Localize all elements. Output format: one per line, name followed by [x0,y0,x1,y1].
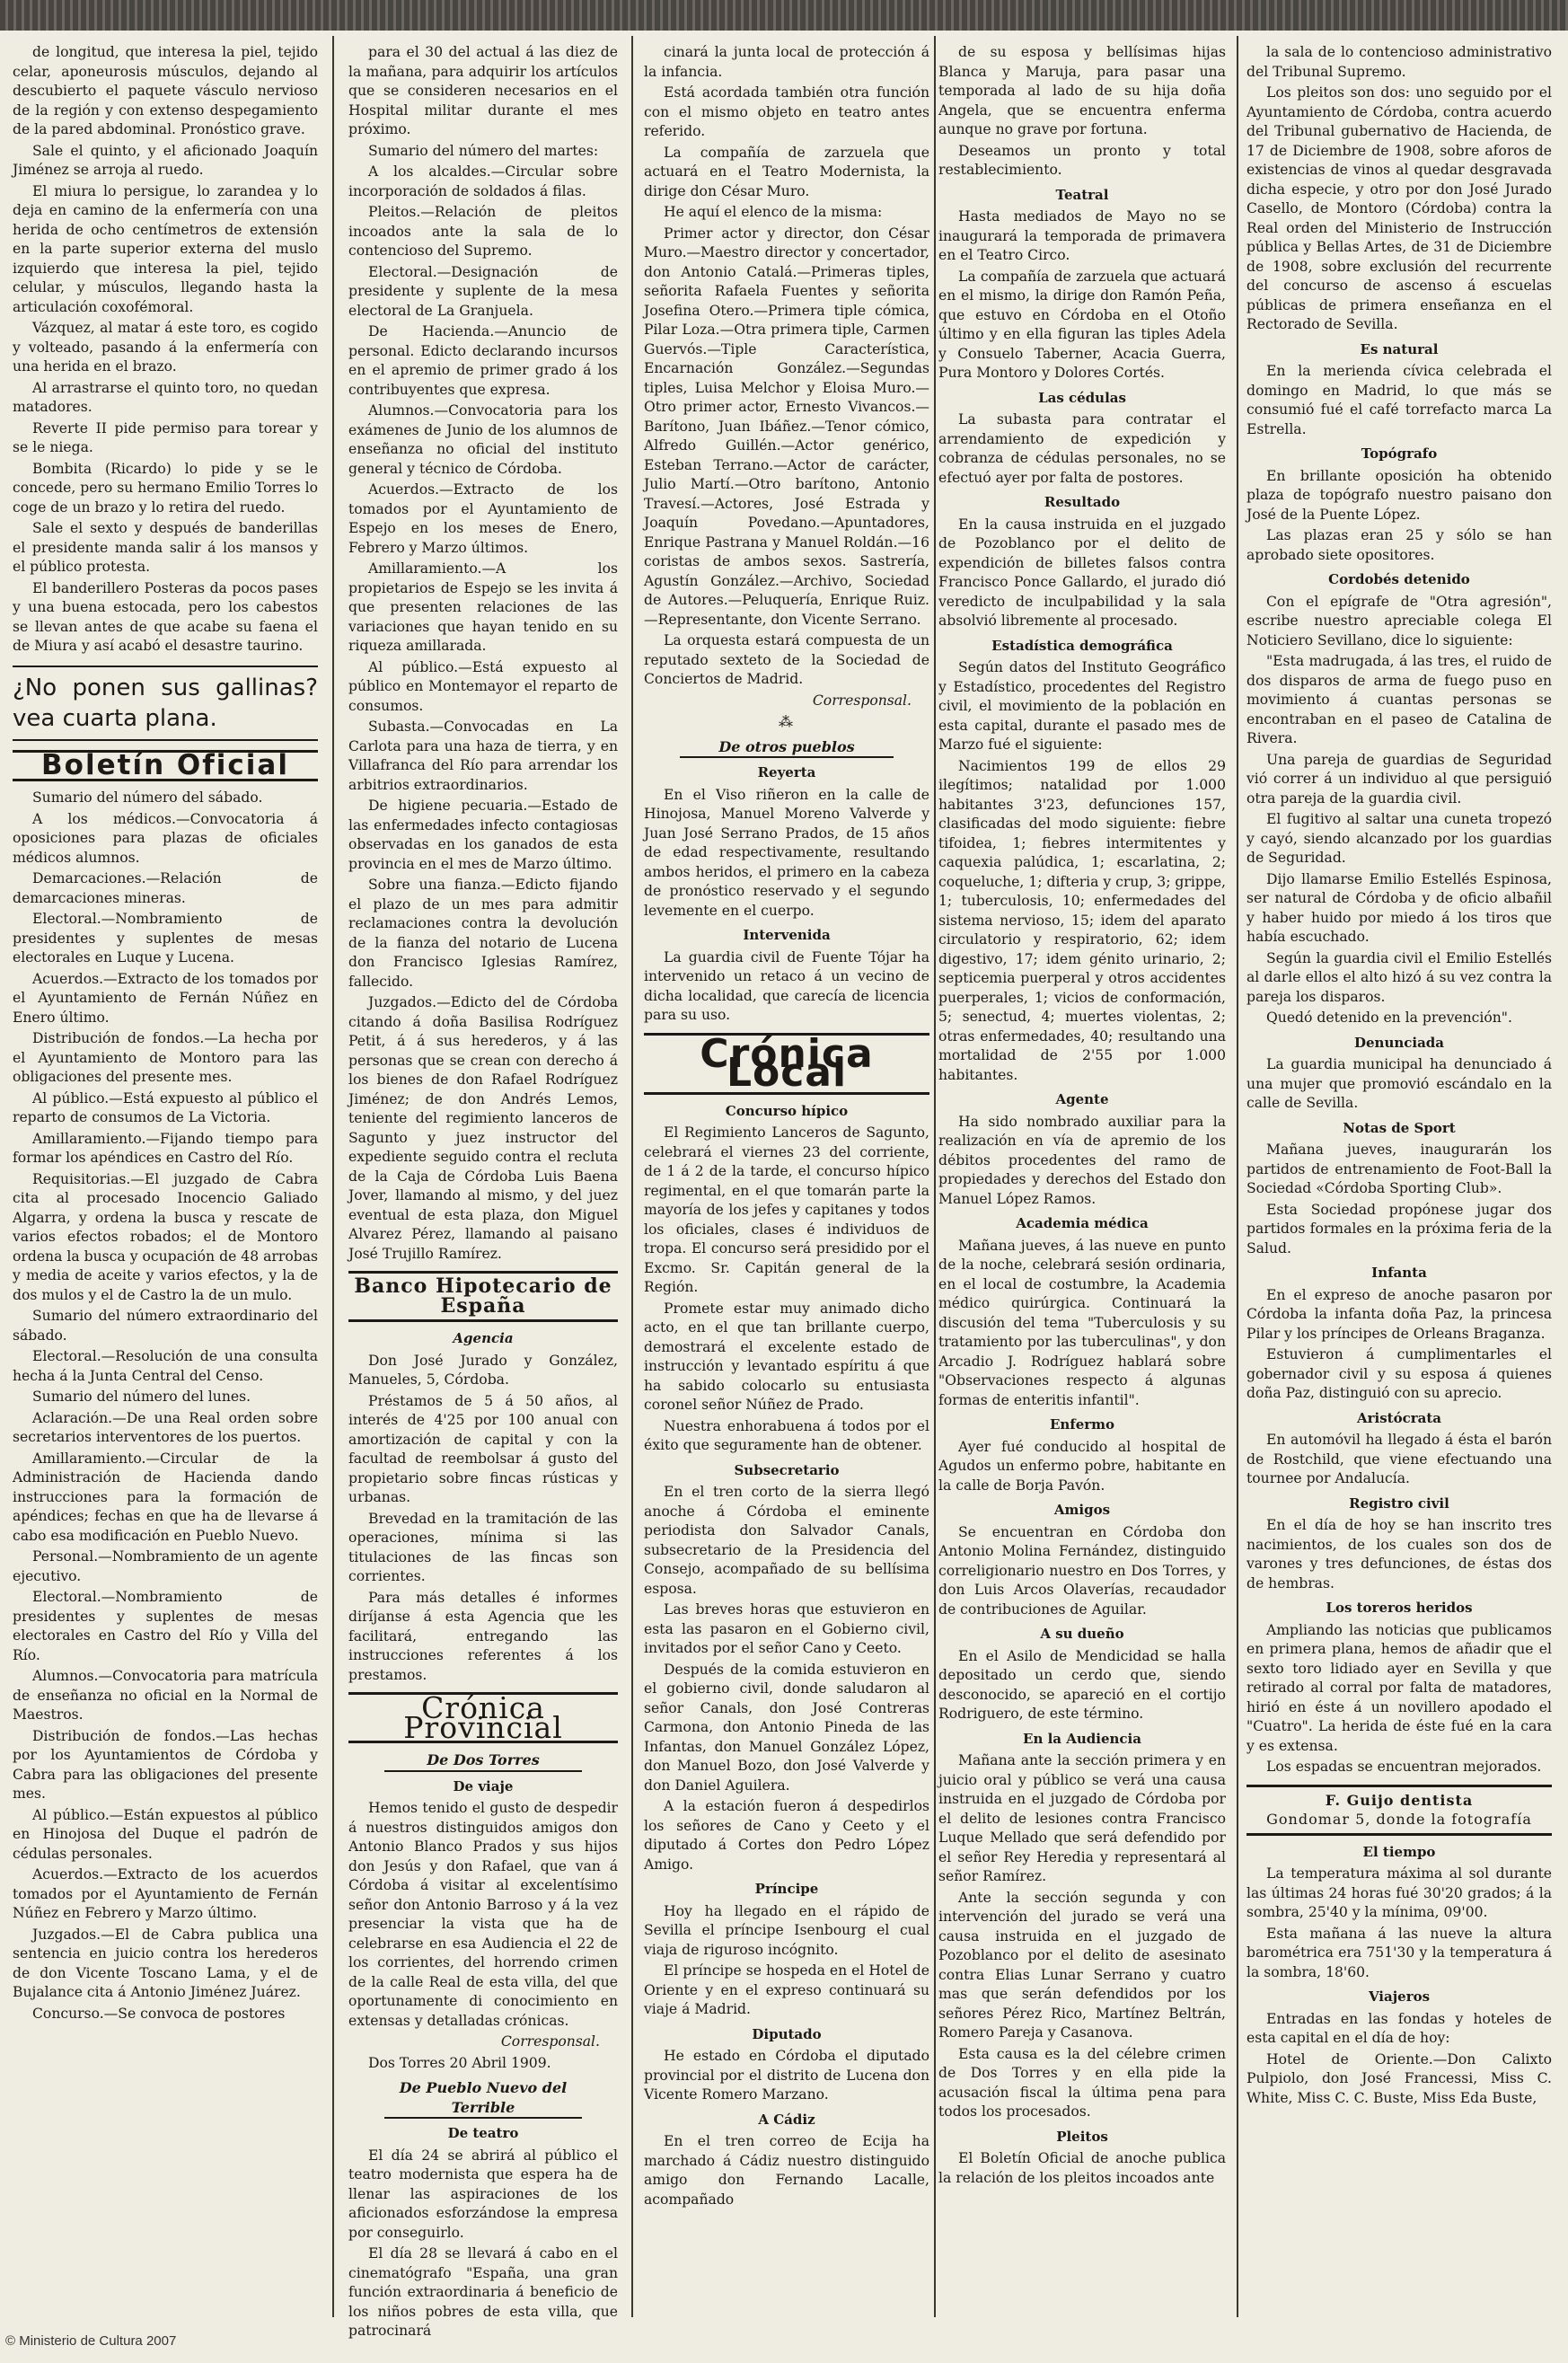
paragraph: El príncipe se hospeda en el Hotel de Oriente y en el expreso continuará su viaje á Madrid. [644,1962,929,2017]
column-rule [631,36,633,2317]
paragraph: "Esta madrugada, á las tres, el ruido de dos disparos de arma de fuego puso en movimiento á cuantas personas se encontraban en el paseo de Catalina de Rivera. [1246,653,1552,746]
aristocrata-heading: Aristócrata [1356,1409,1442,1426]
separator-stars [644,712,929,732]
boletin-item: Personal.—Nombramiento de un agente ejecutivo. [13,1548,318,1584]
boletin-item: Al público.—Están expuestos al público en Hinojosa del Duque el padrón de cédulas personales. [13,1806,318,1862]
boletin-item: Juzgados.—Edicto del de Córdoba citando á doña Basilisa Rodríguez Petit, á á sus herederos, y á las personas que se crean con derecho á los bienes de don Rafael Rodríguez Jiménez; de don Andrés Lemos, teniente del regimiento lanceros de Sagunto y juez instructor del expediente seguido contra el recluta de la Caja de Córdoba Luis Baena Jover, llamando al mismo, y del juez eventual de esta plaza, don Miguel Alvarez Pérez, llamando al paisano José Trujillo Ramírez. [348,994,618,1262]
paragraph: A la estación fueron á despedirlos los señores de Cano y Ceeto y el diputado á Cortes don Pedro López Amigo. [644,1798,929,1873]
boletin-item: Subasta.—Convocadas en La Carlota para una haza de tierra, y en Villafranca del Río para arrendar los arbitrios extraordinarios. [348,719,618,793]
denunciada-body: La guardia municipal ha denunciado á una mujer que promovió escándalo en la calle de Sevilla. [1246,1056,1552,1111]
boletin-item: Distribución de fondos.—Las hechas por los Ayuntamientos de Córdoba y Cabra para las obligaciones del presente mes. [13,1727,318,1802]
paragraph: Hoy ha llegado en el rápido de Sevilla el príncipe Isenbourg el cual viaja de riguroso incógnito. [644,1902,929,1958]
principe-body [644,1902,929,2020]
boletin-item: Electoral.—Nombramiento de presidentes y suplentes de mesas electorales en Castro del Río y Villa del Río. [13,1589,318,1663]
boletin-item: A los médicos.—Convocatoria á oposiciones para plazas de oficiales médicos alumnos. [13,810,318,866]
article-toros [13,43,318,657]
masthead-band [0,0,1568,31]
de-otros-pueblos-heading: De otros pueblos [680,737,894,759]
boletin-item: Distribución de fondos.—La hecha por el Ayuntamiento de Montoro para las obligaciones del presente mes. [13,1030,318,1085]
boletin-item: De Hacienda.—Anuncio de personal. Edicto declarando incursos en el apremio de primer grado á los contribuyentes que expresa. [348,323,618,398]
paragraph: Sale el quinto, y el aficionado Joaquín Jiménez se arroja al ruedo. [13,142,318,178]
paragraph: Primer actor y director, don César Muro.—Maestro director y concertador, don Antonio Catalá.—Primeras tiples, señorita Rafaela Fuentes y señorita Josefina Otero.—Primera tiple cómica, Pilar Loza.—Otra primera tiple, Carmen Guervós.—Tiple Característica, Encarnación González.—Segundas tiples, Luisa Melchor y Eloisa Muro.—Otro primer actor, Ernesto Vivancos.—Barítono, Juan Ibáñez.—Tenor cómico, Alfredo Guillén.—Actor genérico, Esteban Terrano.—Actor de carácter, Julio Martí.—Otro barítono, Antonio Travesí.—Actores, José Estrada y Joaquín Povedano.—Apuntadores, Enrique Pastrana y Manuel Roldán.—16 coristas de ambos sexos. Sastrería, Agustín González.—Archivo, Sociedad de Autores.—Peluquería, Enrique Ruiz.—Representante, don Vicente Serrano. [644,225,929,628]
paragraph: En el expreso de anoche pasaron por Córdoba la infanta doña Paz, la princesa Pilar y los príncipes de Orleans Braganza. [1246,1286,1552,1342]
diputado-body: He estado en Córdoba el diputado provincial por el distrito de Lucena don Vicente Romero Marzano. [644,2048,929,2103]
agencia-heading: Agencia [453,1330,514,1346]
paragraph: El día 28 se llevará á cabo en el cinematógrafo "España, una gran función extraordinaria á beneficio de los niños pobres de esta villa, que patrocinará [348,2245,618,2339]
boletin-item: De higiene pecuaria.—Estado de las enfermedades infecto contagiosas observadas en los ganados de esta provincia en el mes de Marzo último. [348,798,618,872]
guijo-name: F. Guijo dentista [1325,1791,1474,1809]
intervenida-body: La guardia civil de Fuente Tójar ha intervenido un retaco á un vecino de dicha localidad, que carecía de licencia para su uso. [644,948,929,1023]
sport-heading: Notas de Sport [1343,1119,1456,1136]
pleitos-continued [1246,43,1552,335]
boletin-item: Electoral.—Designación de presidente y suplente de la mesa electoral de La Granjuela. [348,263,618,319]
paragraph: Las plazas eran 25 y sólo se han aprobado siete opositores. [1246,527,1552,563]
column-rule [1237,36,1238,2317]
toreros-heading: Los toreros heridos [1326,1600,1473,1616]
paragraph: Hasta mediados de Mayo no se inaugurará la temporada de primavera en el Teatro Circo. [938,208,1226,263]
paragraph: Está acordada también otra función con el mismo objeto en teatro antes referido. [644,84,929,139]
boletin-item: Pleitos.—Relación de pleitos incoados ante la sala de lo contencioso del Supremo. [348,204,618,259]
registro-body: En el día de hoy se han inscrito tres nacimientos, de los cuales son dos de varones y tres defunciones, de éstas dos de hembras. [1246,1517,1552,1591]
paragraph: La orquesta estará compuesta de un reputado sexteto de la Sociedad de Conciertos de Madrid. [644,632,929,687]
paragraph: cinará la junta local de protección á la infancia. [644,44,929,80]
cronica-provincial-title: Crónica Provincial [348,1692,618,1743]
detenido-body [1246,593,1552,1028]
de-pueblo-nuevo-heading: De Pueblo Nuevo del Terrible [384,2078,582,2119]
paragraph: la sala de lo contencioso administrativo del Tribunal Supremo. [1246,44,1552,80]
resultado-heading: Resultado [1044,494,1121,510]
pleitos-heading: Pleitos [1056,2128,1108,2145]
paragraph: Con el epígrafe de "Otra agresión", escribe nuestro apreciable colega El Noticiero Sevillano, dice lo siguiente: [1246,593,1552,648]
aristocrata-body: En automóvil ha llegado á ésta el barón de Rostchild, que viene efectuando una tournee por Andalucía. [1246,1432,1552,1486]
viajeros-body [1246,2010,1552,2109]
boletin-item: Alumnos.—Convocatoria para matrícula de enseñanza no oficial en la Normal de Maestros. [13,1668,318,1723]
boletin-item: Electoral.—Nombramiento de presidentes y suplentes de mesas electorales en Luque y Lucena. [13,911,318,965]
academia-heading: Academia médica [1016,1215,1149,1231]
paragraph: Esta causa es la del célebre crimen de Dos Torres y en ella pide la acusación fiscal la última pena para todos los procesados. [938,2045,1226,2120]
subsecretario-body [644,1483,929,1874]
banco-body [348,1352,618,1686]
paragraph: Esta mañana á las nueve la altura barométrica era 751'30 y la temperatura á la sombra, 18'60. [1246,1925,1552,1980]
column-rule [332,36,334,2317]
paragraph: La compañía de zarzuela que actuará en el Teatro Modernista, la dirige don César Muro. [644,144,929,199]
resultado-body: En la causa instruida en el juzgado de Pozoblanco por el delito de expendición de billetes falsos contra Francisco Ponce Gallardo, el jurado dió veredicto de inculpabilidad y la sala absolvió libremente al procesado. [938,516,1226,629]
boletin-item: Electoral.—Resolución de una consulta hecha á la Junta Central del Censo. [13,1348,318,1384]
cronica-local-title: Crónica Local [644,1033,929,1095]
concurso-heading: Concurso hípico [725,1102,849,1119]
boletin-continued [348,43,618,1264]
paragraph: Vázquez, al matar á este toro, es cogido y volteado, pasando á la enfermería con una herida en el brazo. [13,320,318,375]
audiencia-heading: En la Audiencia [1023,1730,1141,1747]
boletin-oficial-title: Boletín Oficial [13,750,318,782]
paragraph: Reverte II pide permiso para torear y se le niega. [13,419,318,455]
teatral-body [938,207,1226,384]
boletin-item: Sumario del número extraordinario del sábado. [13,1308,318,1344]
enfermo-body: Ayer fué conducido al hospital de Agudos un enfermo pobre, habitante en la calle de Borja Pavón. [938,1438,1226,1494]
paragraph: En brillante oposición ha obtenido plaza de topógrafo nuestro paisano don José de la Puente López. [1246,467,1552,523]
paragraph: Estuvieron á cumplimentarles el gobernador civil y su esposa á quienes doña Paz, distinguió con su aprecio. [1246,1346,1552,1401]
column-rule [934,36,936,2317]
paragraph: Deseamos un pronto y total restablecimiento. [938,142,1226,178]
paragraph: He aquí el elenco de la misma: [664,204,883,220]
paragraph: La compañía de zarzuela que actuará en el mismo, la dirige don Ramón Peña, que estuvo en Córdoba en el Otoño último y en ella figuran las tiples Adela y Consuelo Taberner, Acacia Guerra, Pura Montoro y Dolores Cortés. [938,268,1226,381]
dateline: Dos Torres 20 Abril 1909. [368,2054,551,2071]
boletin-item: Al público.—Está expuesto al público en Montemayor el reparto de consumos. [348,658,618,714]
paragraph: de su esposa y bellísimas hijas Blanca y Maruja, para pasar una temporada al lado de su hija doña Angela, que se encuentra enferma aunque no grave por fortuna. [938,44,1226,137]
paragraph: Préstamos de 5 á 50 años, al interés de 4'25 por 100 anual con amortización de capital y con la facultad de reembolsar á gusto del propietario sobre fincas rústicas y urbanas. [348,1392,618,1505]
paragraph: Mañana jueves, inaugurarán los partidos de entrenamiento de Foot-Ball la Sociedad «Córdoba Sporting Club». [1246,1142,1552,1196]
boletin-item: A los alcaldes.—Circular sobre incorporación de soldados á filas. [348,163,618,199]
paragraph: Dijo llamarse Emilio Estellés Espinosa, ser natural de Córdoba y de oficio albañil y haber huido por miedo á los tiros que había escuchado. [1246,870,1552,945]
paragraph: Los espadas se encuentran mejorados. [1266,1759,1542,1775]
paragraph: Hemos tenido el gusto de despedir á nuestros distinguidos amigos don Antonio Blanco Prados y sus hijos don Jesús y don Rafael, que van á Córdoba á visitar al excelentísimo señor don Antonio Barroso y á la vez presenciar la vista que ha de celebrarse en esa Audiencia el 22 de los corrientes, del horrendo crimen de la calle Real de esta villa, del que oportunamente di conocimiento en extensas y detalladas crónicas. [348,1800,618,2029]
boletin-item: Concurso.—Se convoca de postores [32,2005,286,2022]
boletin-item: Acuerdos.—Extracto de los tomados por el Ayuntamiento de Espejo en los meses de Enero, Febrero y Marzo últimos. [348,481,618,556]
cadiz-continued [938,43,1226,181]
gallinas-ad: ¿No ponen sus gallinas? vea cuarta plana. [13,666,318,741]
boletin-item: Sumario del número del lunes. [32,1389,251,1405]
diputado-heading: Diputado [752,2025,822,2042]
intervenida-heading: Intervenida [743,927,831,943]
subsecretario-heading: Subsecretario [734,1461,840,1478]
boletin-item: Amillaramiento.—A los propietarios de Espejo se les invita á que presenten relaciones de las variaciones que hayan tenido en su riqueza amillarada. [348,560,618,654]
boletin-item: Sobre una fianza.—Edicto fijando el plazo de un mes para admitir reclamaciones contra la devolución de la fianza del notario de Lucena don Francisco Iglesias Ramírez, fallecido. [348,877,618,990]
detenido-heading: Cordobés detenido [1328,571,1470,587]
reyerta-body: En el Viso riñeron en la calle de Hinojosa, Manuel Moreno Valverde y Juan José Serrano Prados, de 15 años de edad respectivamente, resultando ambos heridos, el primero en la cabeza de pronóstico reservado y el segundo levemente en el cuerpo. [644,786,929,919]
teatro-body [348,2147,618,2341]
paragraph: Para más detalles é informes diríjanse á esta Agencia que les facilitará, entregando las instrucciones referentes á los prestamos. [348,1589,618,1683]
paragraph: Hotel de Oriente.—Don Calixto Pulpiolo, don José Francessi, Miss C. White, Miss C. C. Buste, Miss Eda Buste, [1246,2050,1552,2106]
registro-heading: Registro civil [1349,1495,1449,1512]
pleitos-body: El Boletín Oficial de anoche publica la relación de los pleitos incoados ante [938,2150,1226,2186]
paragraph: Sale el sexto y después de banderillas el presidente manda salir á los mansos y el público protesta. [13,520,318,575]
tiempo-body [1246,1865,1552,1982]
concurso-body [644,1124,929,1456]
paragraph: Don José Jurado y González, Manueles, 5, Córdoba. [348,1352,618,1388]
copyright-footer: © Ministerio de Cultura 2007 [5,2333,177,2349]
enfermo-heading: Enfermo [1049,1416,1115,1433]
column-4 [938,43,1226,2315]
paragraph: Quedó detenido en la prevención". [1266,1010,1512,1026]
a-cadiz-body: En el tren correo de Ecija ha marchado á Cádiz nuestro distinguido amigo don Fernando Lacalle, acompañado [644,2133,929,2208]
toreros-body [1246,1621,1552,1777]
paragraph: Bombita (Ricardo) lo pide y se le concede, pero su hermano Emilio Torres lo coge de un brazo y lo retira del ruedo. [13,460,318,516]
boletin-item: Acuerdos.—Extracto de los tomados por el Ayuntamiento de Fernán Núñez en Enero último. [13,970,318,1026]
paragraph: El miura lo persigue, lo zarandea y lo deja en camino de la enfermería con una herida de ocho centímetros de extensión en la parte superior externa del muslo izquierdo que interesa la piel, tejido celular, y músculos, llegando hasta la articulación coxofémoral. [13,182,318,315]
de-viaje-heading: De viaje [453,1777,514,1794]
principe-heading: Príncipe [754,1881,819,1897]
paragraph: Ante la sección segunda y con intervención del jurado se verá una causa instruida en el juzgado de Pozoblanco por el delito de asesinato contra Elias Lunar Serrano y cuatro mas que serán defendidos por los señores Pérez Rico, Martínez Beltrán, Romero Pareja y Casanova. [938,1889,1226,2041]
amigos-body: Se encuentran en Córdoba don Antonio Molina Fernández, distinguido correligionario nuestro en Dos Torres, y don Luis Arcos Olaverías, recaudador de contribuciones de Aguilar. [938,1523,1226,1618]
paragraph: Ampliando las noticias que publicamos en primera plana, hemos de añadir que el sexto toro lidiado ayer en Sevilla y que retirado al corral por falta de matadores, hirió en éste á un novillero apodado el "Cuatro". La herida de éste fué en la cara y es extensa. [1246,1621,1552,1754]
boletin-item: Sumario del número del martes: [368,142,599,159]
banco-hipotecario-title: Banco Hipotecario de España [348,1271,618,1322]
topografo-body [1246,467,1552,566]
paragraph: Según datos del Instituto Geográfico y Estadístico, procedentes del Registro civil, el movimiento de la población en esta capital, durante el pasado mes de Marzo fué el siguiente: [938,659,1226,753]
boletin-item: para el 30 del actual á las diez de la mañana, para adquirir los artículos que se consideren necesarios en el Hospital militar durante el mes próximo. [348,44,618,137]
estadistica-body [938,658,1226,1085]
topografo-heading: Topógrafo [1361,445,1438,462]
agente-heading: Agente [1055,1091,1109,1107]
corresponsal-signature: Corresponsal. [812,692,912,709]
boletin-item: Sumario del número del sábado. [32,789,263,806]
boletin-item: Alumnos.—Convocatoria para los exámenes de Junio de los alumnos de enseñanza no oficial del instituto general y técnico de Córdoba. [348,402,618,477]
es-natural-body: En la merienda cívica celebrada el domingo en Madrid, lo que más se consumió fué el café torrefacto marca La Estrella. [1246,363,1552,437]
denunciada-heading: Denunciada [1353,1034,1445,1051]
paragraph: Mañana ante la sección primera y en juicio oral y público se verá una causa instruida en el juzgado de Córdoba por el delito de lesiones contra Francisco Luque Mellado que será defendido por el señor Rey Heredia y representará al señor Ramírez. [938,1752,1226,1884]
paragraph: Nuestra enhorabuena á todos por el éxito que seguramente han de obtener. [644,1417,929,1453]
boletin-item: Al público.—Está expuesto al público el reparto de consumos de La Victoria. [13,1089,318,1125]
paragraph: Esta Sociedad propónese jugar dos partidos formales en la próxima feria de la Salud. [1246,1201,1552,1256]
a-su-dueno-heading: A su dueño [1040,1626,1124,1642]
column-1 [13,43,318,2315]
a-su-dueno-body: En el Asilo de Mendicidad se halla depositado un cerdo que, siendo desconocido, se apareció en el cortijo Rodriguero, de este término. [938,1647,1226,1722]
paragraph: El fugitivo al saltar una cuneta tropezó y cayó, siendo alcanzado por los guardias de Seguridad. [1246,811,1552,866]
paragraph: de longitud, que interesa la piel, tejido celar, aponeurosis músculos, dejando al descubierto el paquete vásculo nervioso de la región y con extenso despegamiento de la pared abdominal. Pronóstico grave. [13,44,318,137]
paragraph: Las breves horas que estuvieron en esta las pasaron en el Gobierno civil, invitados por el señor Cano y Ceeto. [644,1601,929,1656]
es-natural-heading: Es natural [1360,340,1439,357]
paragraph: Nacimientos 199 de ellos 29 ilegítimos; natalidad por 1.000 habitantes 3'23, defunciones 157, clasificadas del modo siguiente: fiebre tifoidea, 1; fiebres intermitentes y caquexia palúdica, 1; escarlatina, 2; coqueluche, 1; difteria y crup, 3; grippe, 1; tuberculosis, 10; enfermedades del sistema nervioso, 15; idem del aparato circulatorio y respiratorio, 62; idem digestivo, 17; idem génito urinario, 2; septicemia puerperal y otros accidentes puerperales, 1; vicios de conformación, 5; senectud, 4; muertes violentas, 2; otras enfermedades, 40; resultando una mortalidad de 2'55 por 1.000 habitantes. [938,757,1226,1083]
paragraph: La temperatura máxima al sol durante las últimas 24 horas fué 30'20 grados; á la sombra, 25'40 y la mínima, 09'00. [1246,1865,1552,1920]
guijo-address: Gondomar 5, donde la fotografía [1266,1811,1532,1828]
zarzuela-article [644,43,929,690]
de-dos-torres-heading: De Dos Torres [384,1750,582,1772]
paragraph: Después de la comida estuvieron en el gobierno civil, donde saludaron al señor Canals, don José Contreras Carmona, don Antonio Pineda de las Infantas, don Manuel González López, don Manuel Bozo, don José Valverde y don Daniel Aguilera. [644,1661,929,1794]
paragraph: Promete estar muy animado dicho acto, en el que tan brillante cuerpo, demostrará el excelente estado de instrucción y levantado espíritu á que ha sabido colocarlo su entusiasta coronel señor Núñez de Prado. [644,1300,929,1413]
paragraph: Entradas en las fondas y hoteles de esta capital en el día de hoy: [1246,2010,1552,2046]
amigos-heading: Amigos [1053,1502,1111,1518]
sport-body [1246,1141,1552,1258]
boletin-item: Amillaramiento.—Fijando tiempo para formar los apéndices en Castro del Río. [13,1130,318,1166]
paragraph: Brevedad en la tramitación de las operaciones, mínima si las titulaciones de las fincas son corrientes. [348,1510,618,1584]
guijo-ad [1246,1785,1552,1836]
paragraph: El Regimiento Lanceros de Sagunto, celebrará el viernes 23 del corriente, de 1 á 2 de la tarde, el concurso hípico regimental, en el que tomarán parte la mayoría de los jefes y capitanes y todos los oficiales, clases é individuos de tropa. El concurso será presidido por el Excmo. Sr. Capitán general de la Región. [644,1124,929,1295]
paragraph: Según la guardia civil el Emilio Estellés al darle ellos el alto hizó á su vez contra la pareja los disparos. [1246,949,1552,1005]
academia-body: Mañana jueves, á las nueve en punto de la noche, celebrará sesión ordinaria, en el local de costumbre, la Academia médico quirúrgica. Continuará la discusión del tema "Tuberculosis y su tratamiento por las tuberculinas", y don Arcadio J. Rodríguez hablará sobre "Observaciones respecto á algunas formas de enteritis infantil". [938,1237,1226,1408]
column-5 [1246,43,1552,2315]
paragraph: El día 24 se abrirá al público el teatro modernista que espera ha de llenar las aspiraciones de los aficionados esforzándose la empresa por conseguirlo. [348,2147,618,2241]
paragraph: Una pareja de guardias de Seguridad vió correr á un individuo al que persiguió otra pareja de la guardia civil. [1246,751,1552,807]
boletin-oficial-body [13,789,318,2024]
boletin-item: Acuerdos.—Extracto de los acuerdos tomados por el Ayuntamiento de Fernán Núñez en Febrero y Marzo último. [13,1866,318,1921]
boletin-item: Amillaramiento.—Circular de la Administración de Hacienda dando instrucciones para la formación de apéndices; fechas en que ha de llevarse á cabo esa modificación en Pueblo Nuevo. [13,1450,318,1544]
cedulas-body: La subasta para contratar el arrendamiento de expedición y cobranza de cédulas personales, no se efectuó ayer por falta de postores. [938,411,1226,486]
boletin-item: Juzgados.—El de Cabra publica una sentencia en juicio contra los herederos de don Vicente Toscano Lama, y el de Bujalance cita á Antonio Jiménez Juárez. [13,1926,318,2000]
tiempo-heading: El tiempo [1362,1843,1436,1860]
estadistica-heading: Estadística demográfica [991,637,1173,654]
infanta-heading: Infanta [1371,1265,1427,1281]
paragraph: Al arrastrarse el quinto toro, no quedan matadores. [13,379,318,415]
column-3 [644,43,929,2315]
corresponsal-signature: Corresponsal. [500,2033,600,2050]
teatral-heading: Teatral [1055,186,1109,203]
infanta-body [1246,1286,1552,1404]
boletin-item: Demarcaciones.—Relación de demarcaciones mineras. [13,870,318,906]
boletin-item: Requisitorias.—El juzgado de Cabra cita al procesado Inocencio Galiado Algarra, y ordena la busca y rescate de varios efectos robados; el de Montoro ordena la busca y ocupación de 48 arrobas y media de aceite y varios efectos, y la de dos mulos y el de Castro la de un mulo. [13,1170,318,1303]
dos-torres-body [348,1799,618,2031]
de-teatro-heading: De teatro [447,2125,519,2141]
reyerta-heading: Reyerta [757,764,816,780]
paragraph: En el tren corto de la sierra llegó anoche á Córdoba el eminente periodista don Salvador Canals, subsecretario de la Presidencia del Consejo, acompañado de su bellísima esposa. [644,1484,929,1597]
paragraph: El banderillero Posteras da pocos pases y una buena estocada, pero los cabestos se llevan antes de que acabe su faena el de Miura y así acabó el desastre taurino. [13,579,318,654]
cedulas-heading: Las cédulas [1038,389,1126,406]
boletin-item: Aclaración.—De una Real orden sobre secretarios interventores de los puertos. [13,1409,318,1445]
viajeros-heading: Viajeros [1368,1988,1431,2005]
column-2 [348,43,618,2339]
agente-body: Ha sido nombrado auxiliar para la realización en vía de apremio de los débitos procedentes del ramo de propiedades y derechos del Estado don Manuel López Ramos. [938,1113,1226,1207]
a-cadiz-heading: A Cádiz [758,2111,815,2128]
paragraph: Los pleitos son dos: uno seguido por el Ayuntamiento de Córdoba, contra acuerdo del Tribunal gubernativo de Hacienda, de 17 de Diciembre de 1908, sobre aforos de existencias de vinos al quedar desgravada dicha especie, y otro por don José Jurado Casello, de Montoro (Córdoba) contra la Real orden del Ministerio de Instrucción pública y Bellas Artes, de 31 de Diciembre de 1908, sobre exclusión del recurrente del concurso de ascenso á escuelas públicas de primera enseñanza en el Rectorado de Sevilla. [1246,84,1552,332]
audiencia-body [938,1751,1226,2122]
